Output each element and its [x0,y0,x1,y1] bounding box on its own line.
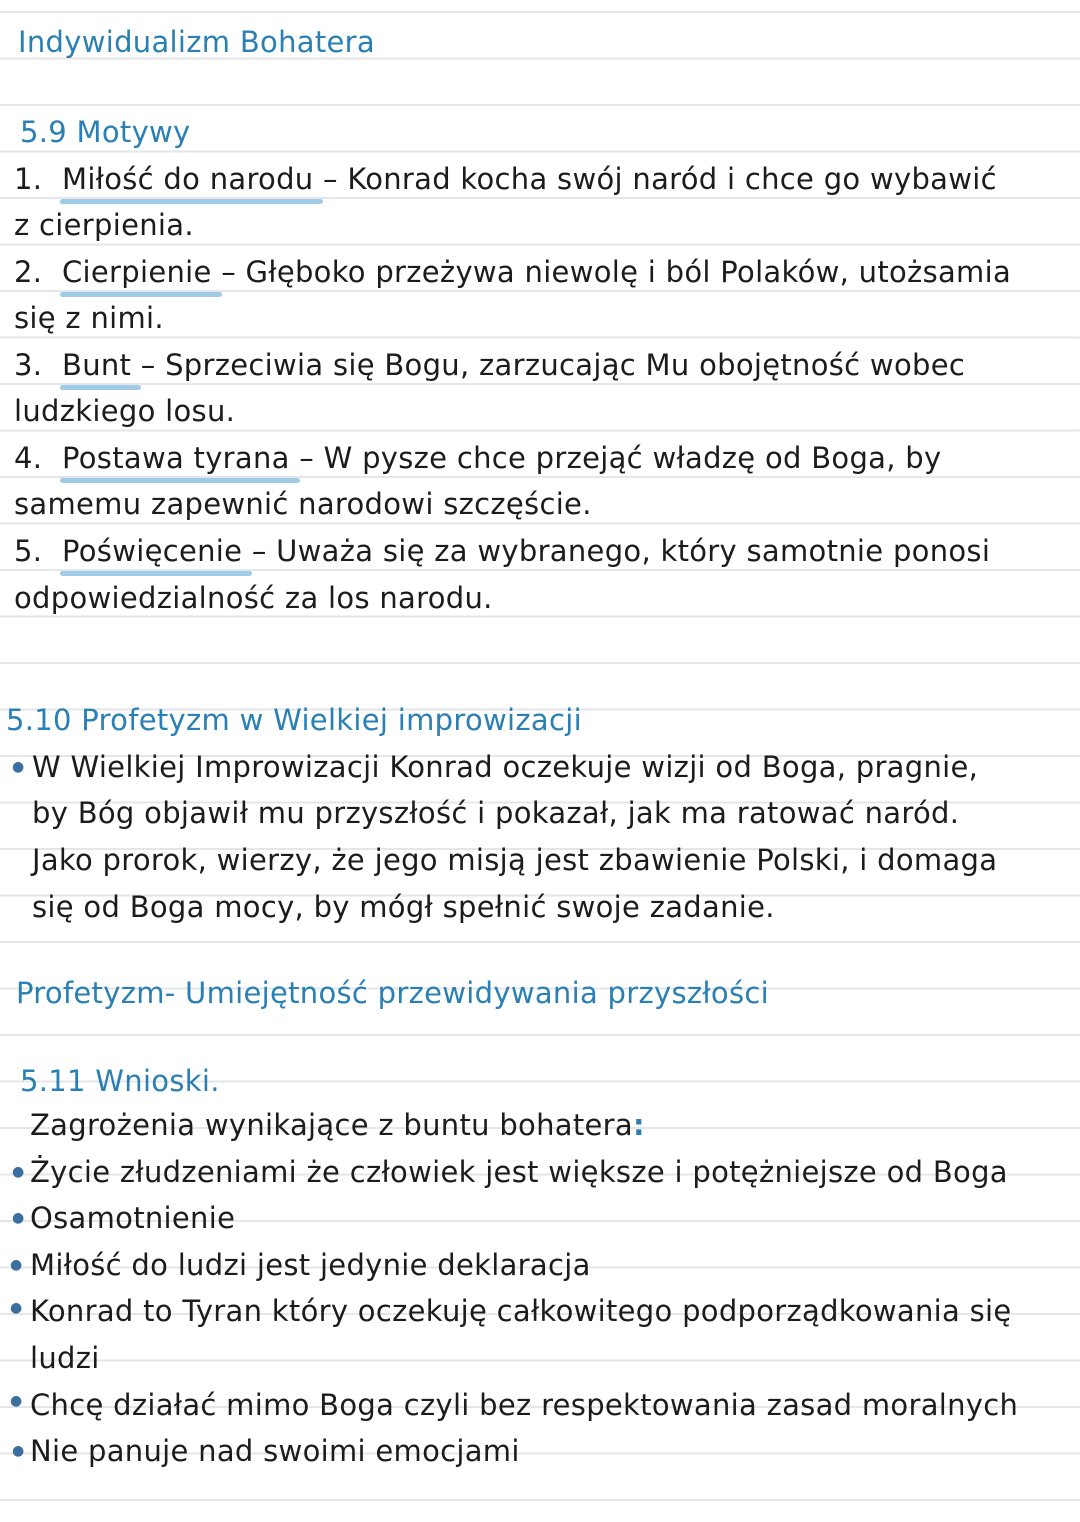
bullet-icon: ● [12,759,25,775]
section-heading-profetyzm: 5.10 Profetyzm w Wielkiej improwizacji [6,703,582,737]
list-item [14,534,990,568]
item-continuation: ludzi [30,1341,100,1375]
item-text: – Konrad kocha swój naród i chce go wybawić [313,162,997,196]
item-continuation: samemu zapewnić narodowi szczęście. [14,487,592,521]
item-term: Miłość do narodu [62,162,314,196]
list-item: Miłość do ludzi jest jedynie deklaracja [30,1248,591,1282]
item-text: – Głęboko przeżywa niewolę i ból Polaków, utożsamia [211,255,1012,289]
bullet-icon: ● [10,1257,23,1273]
section-heading-motywy: 5.9 Motywy [20,115,191,149]
item-continuation: się z nimi. [14,301,164,335]
list-item: Osamotnienie [30,1201,236,1235]
item-text: – Sprzeciwia się Bogu, zarzucając Mu obojętność wobec [131,348,966,382]
list-item [14,162,997,196]
item-number: 5. [14,534,43,568]
bullet-icon: ● [12,1443,25,1459]
paragraph-line: Jako prorok, wierzy, że jego misją jest zbawienie Polski, i domaga [32,843,998,877]
item-number: 2. [14,255,43,289]
bullet-icon: ● [12,1164,25,1180]
bullet-icon: ● [10,1393,23,1409]
intro-text: Zagrożenia wynikające z buntu bohatera [30,1108,633,1142]
item-text: – Uważa się za wybranego, który samotnie ponosi [242,534,991,568]
item-number: 4. [14,441,43,475]
list-item [14,348,965,382]
item-number: 1. [14,162,43,196]
item-term: Bunt [62,348,132,382]
item-continuation: z cierpienia. [14,208,194,242]
item-continuation: ludzkiego losu. [14,394,236,428]
list-item [14,255,1011,289]
paragraph-line: by Bóg objawił mu przyszłość i pokazał, jak ma ratować naród. [32,796,960,830]
item-term: Postawa tyrana [62,441,290,475]
bullet-icon: ● [12,1210,25,1226]
paragraph-line: się od Boga mocy, by mógł spełnić swoje zadanie. [32,890,775,924]
item-term: Poświęcenie [62,534,243,568]
item-number: 3. [14,348,43,382]
page-title: Indywidualizm Bohatera [18,25,375,59]
definition: Profetyzm- Umiejętność przewidywania przyszłości [16,976,769,1010]
bullet-icon: ● [10,1300,23,1316]
section-heading-wnioski: 5.11 Wnioski. [20,1064,220,1098]
list-item: Nie panuje nad swoimi emocjami [30,1434,520,1468]
item-continuation: odpowiedzialność za los narodu. [14,581,493,615]
list-item: Chcę działać mimo Boga czyli bez respektowania zasad moralnych [30,1388,1019,1422]
list-item: Konrad to Tyran który oczekuję całkowitego podporządkowania się [30,1294,1012,1328]
item-term: Cierpienie [62,255,212,289]
wnioski-intro [30,1108,645,1142]
paragraph-line: W Wielkiej Improwizacji Konrad oczekuje wizji od Boga, pragnie, [32,750,979,784]
list-item [14,441,941,475]
intro-colon: : [632,1108,645,1142]
list-item: Życie złudzeniami że człowiek jest większe i potężniejsze od Boga [30,1155,1008,1189]
item-text: – W pysze chce przejąć władzę od Boga, by [289,441,942,475]
